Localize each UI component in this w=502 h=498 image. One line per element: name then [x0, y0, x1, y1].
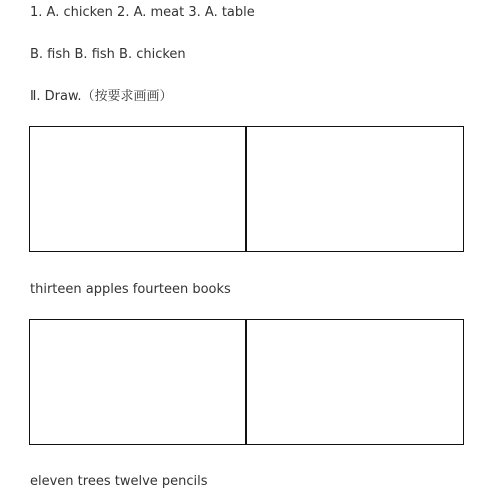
drawing-box-thirteen-apples: [29, 126, 246, 252]
answer-line-2: B. fish B. fish B. chicken: [30, 47, 186, 62]
drawing-row-1: [29, 126, 464, 252]
drawing-row-2: [29, 319, 464, 445]
drawing-box-twelve-pencils: [246, 319, 464, 445]
drawing-caption-1: thirteen apples fourteen books: [30, 282, 231, 297]
answer-line-1: 1. A. chicken 2. A. meat 3. A. table: [30, 5, 255, 20]
drawing-box-fourteen-books: [246, 126, 464, 252]
drawing-box-eleven-trees: [29, 319, 246, 445]
drawing-caption-2: eleven trees twelve pencils: [30, 474, 208, 489]
section-heading: Ⅱ. Draw.（按要求画画）: [30, 89, 173, 104]
